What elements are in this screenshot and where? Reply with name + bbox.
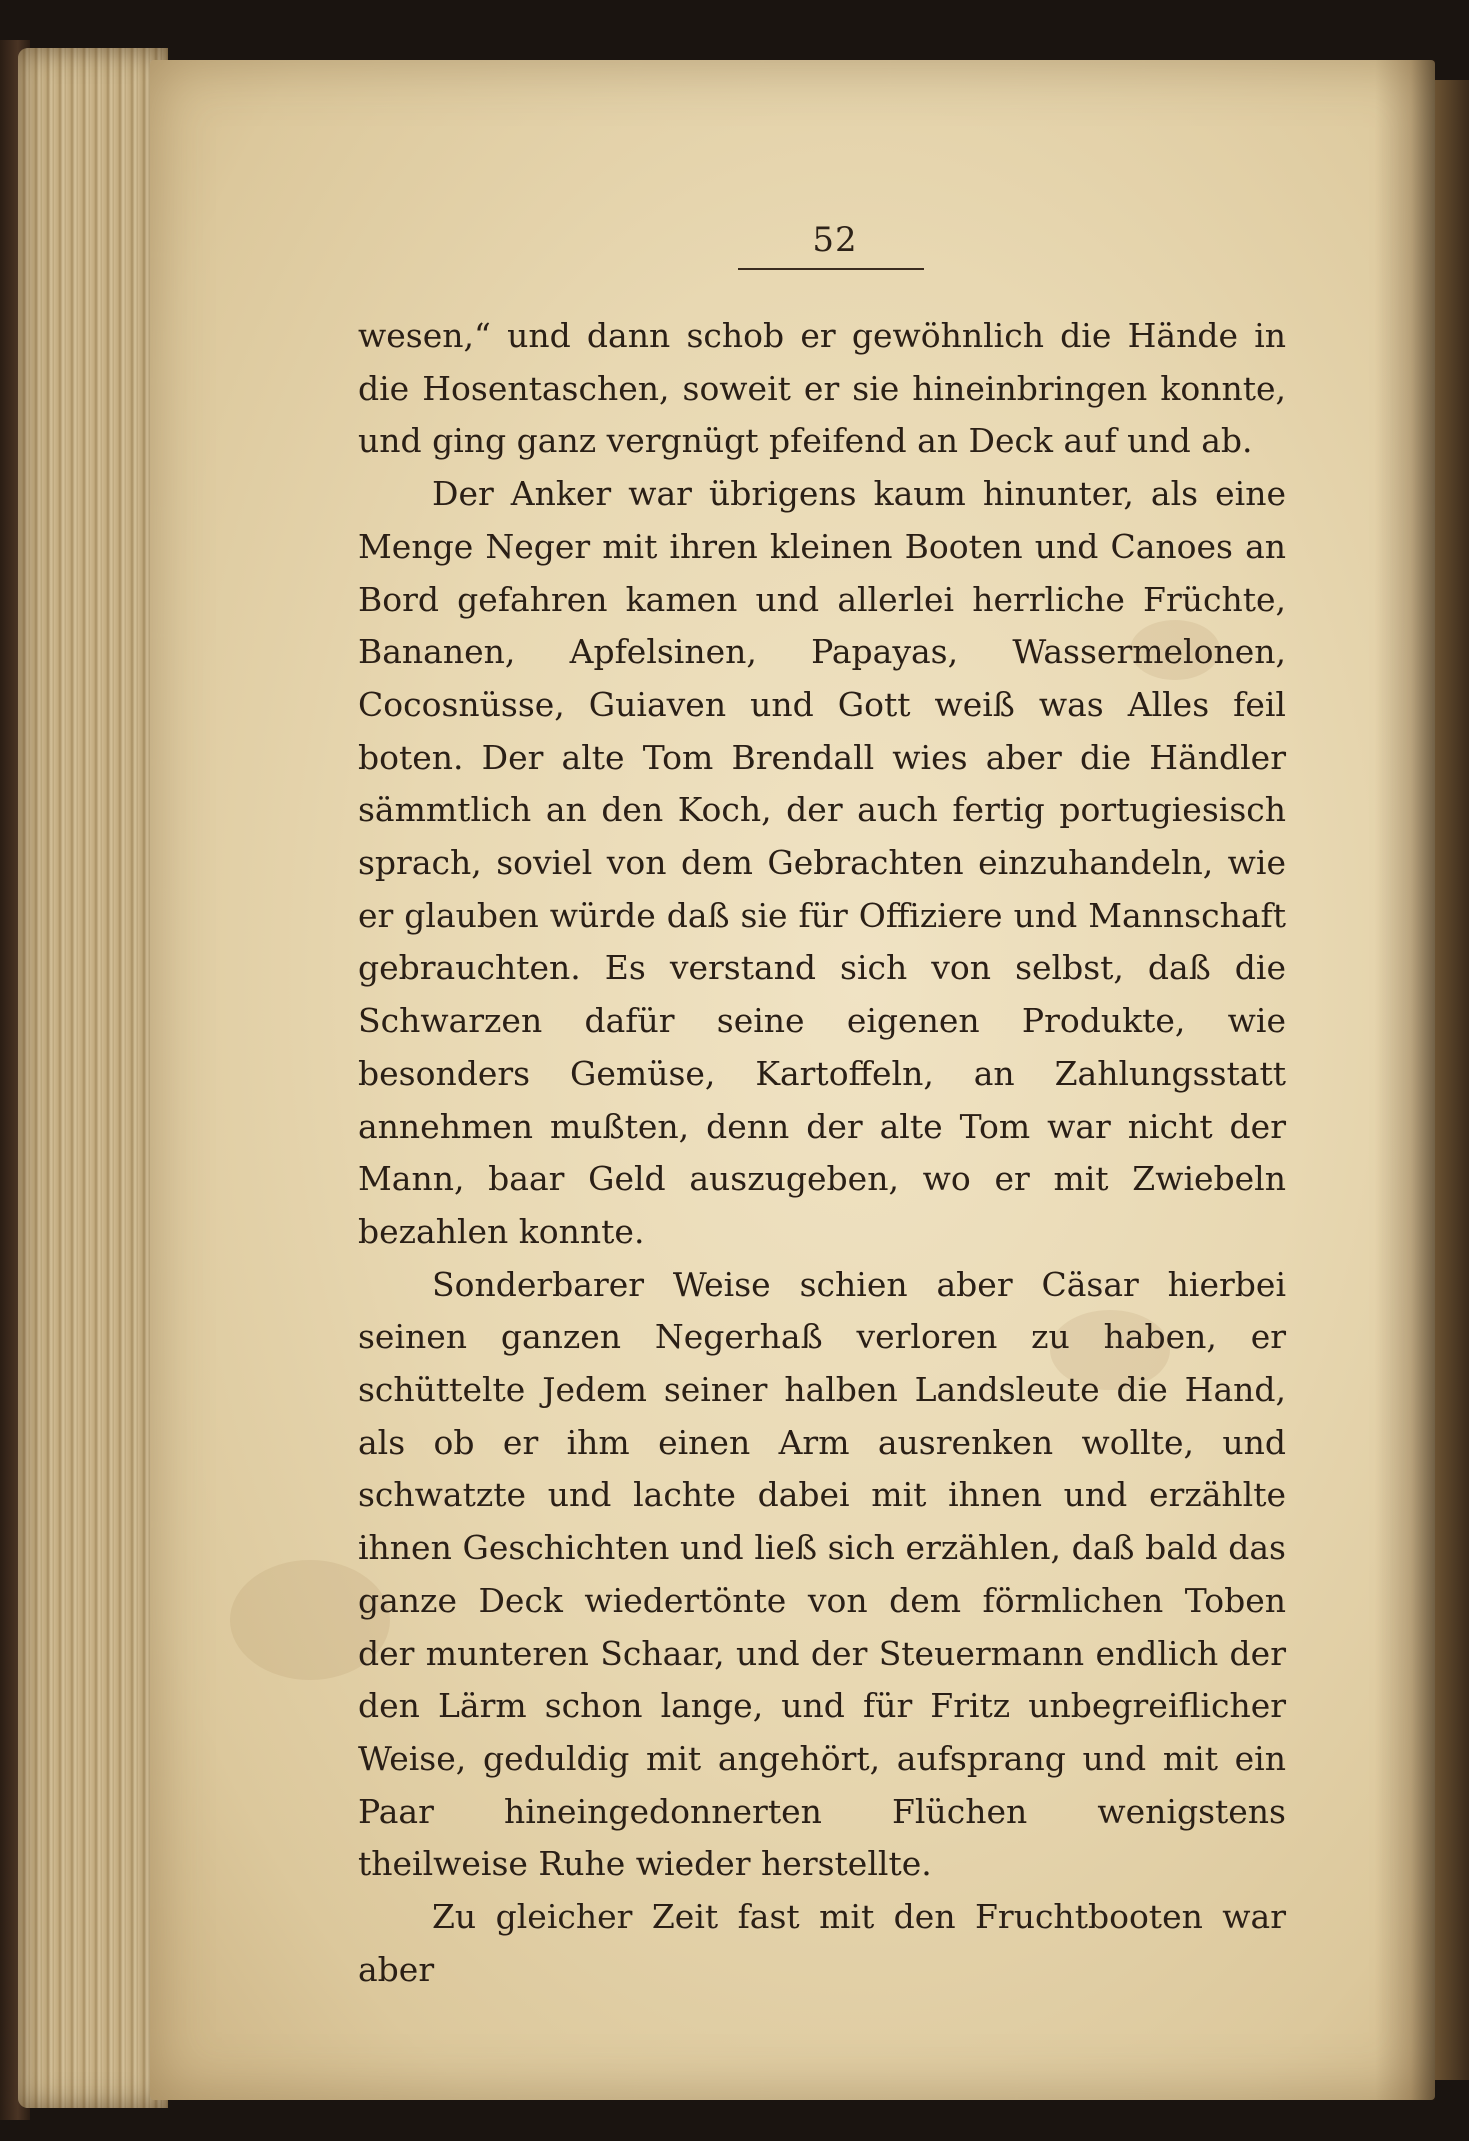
page-edges — [18, 48, 168, 2108]
paragraph: Der Anker war übrigens kaum hinunter, als eine Menge Neger mit ihren kleinen Booten und Canoes an Bord gefahren kamen und allerlei herrliche Früchte, Bananen, Apfelsinen, Papayas, Wassermelonen, Cocosnüsse, Guiaven und Gott weiß was Alles feil boten. Der alte Tom Brendall wies aber die Händler sämmtlich an den Koch, der auch fertig portugiesisch sprach, soviel von dem Gebrachten einzuhandeln, wie er glauben würde daß sie für Offiziere und Mannschaft gebrauchten. Es verstand sich von selbst, daß die Schwarzen dafür seine eigenen Produkte, wie besonders Gemüse, Kartoffeln, an Zahlungsstatt annehmen mußten, denn der alte Tom war nicht der Mann, baar Geld auszugeben, wo er mit Zwiebeln bezahlen konnte. — [358, 474, 1286, 1251]
paragraph: wesen,“ und dann schob er gewöhnlich die Hände in die Hosentaschen, soweit er sie hineinbringen konnte, und ging ganz vergnügt pfeifend an Deck auf und ab. — [358, 316, 1286, 461]
paragraph: Sonderbarer Weise schien aber Cäsar hierbei seinen ganzen Negerhaß verloren zu haben, er schüttelte Jedem seiner halben Landsleute die Hand, als ob er ihm einen Arm ausrenken wollte, und schwatzte und lachte dabei mit ihnen und erzählte ihnen Geschichten und ließ sich erzählen, daß bald das ganze Deck wiedertönte von dem förmlichen Toben der munteren Schaar, und der Steuermann endlich der den Lärm schon lange, und für Fritz unbegreiflicher Weise, geduldig mit angehört, aufsprang und mit ein Paar hineingedonnerten Flüchen wenigstens theilweise Ruhe wieder herstellte. — [358, 1264, 1286, 1884]
header-rule — [738, 268, 924, 270]
page-number: 52 — [812, 220, 858, 260]
body-text — [358, 310, 1286, 1997]
paragraph: Zu gleicher Zeit fast mit den Fruchtbooten war aber — [358, 1897, 1286, 1989]
right-gutter — [1435, 80, 1469, 2080]
